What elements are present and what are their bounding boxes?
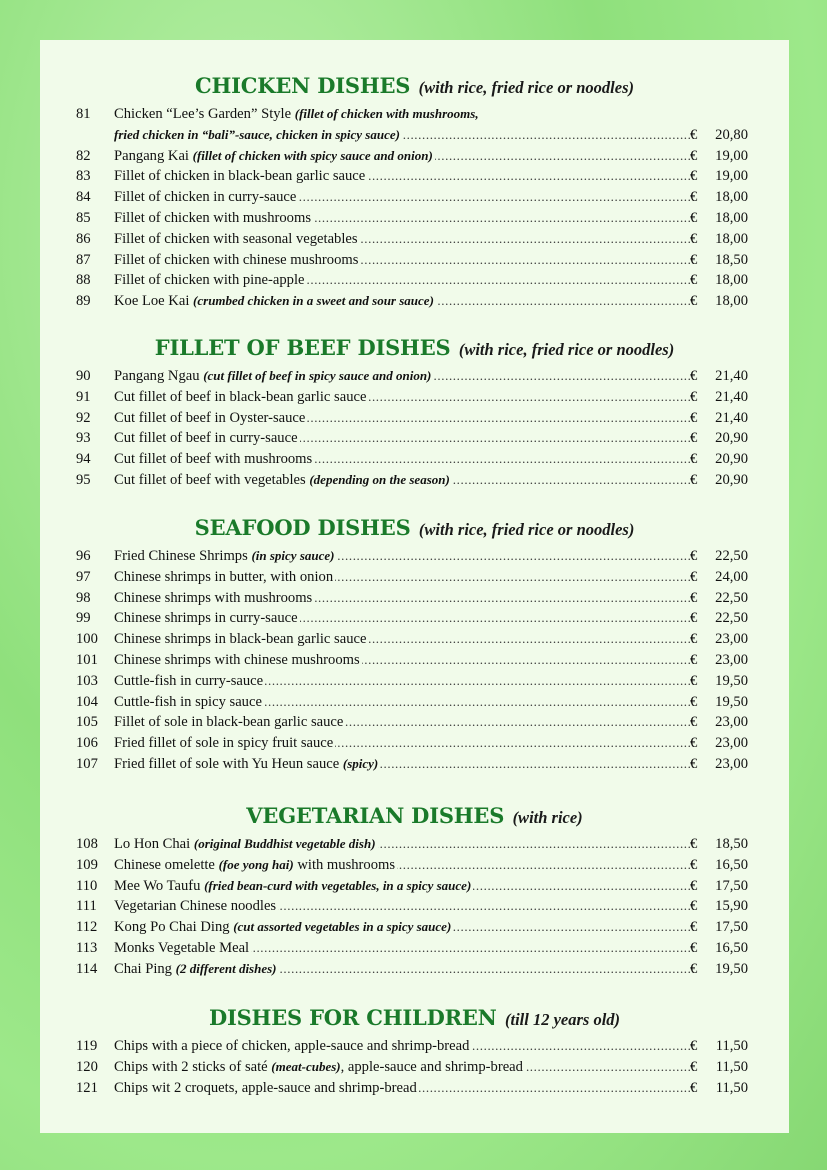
menu-item [40,166,789,187]
item-number: 119 [76,1038,98,1054]
item-name: Chips wit 2 croquets, apple-sauce and shrimp-bread [114,1079,417,1096]
item-price: 15,90 [715,898,748,915]
item-price: 23,00 [715,735,748,752]
item-price: 19,50 [715,672,748,689]
item-price: 18,00 [715,272,748,289]
menu-item [40,449,789,470]
item-number: 106 [76,735,98,752]
item-number: 83 [76,168,91,185]
menu-item [40,408,789,429]
item-price: 18,00 [715,189,748,206]
menu-item [40,146,789,167]
item-number: 111 [76,898,97,915]
menu-item [40,876,789,897]
item-price: 18,50 [715,836,748,852]
item-price: 20,90 [715,430,748,447]
menu-item [40,1036,789,1057]
item-price: 11,50 [715,1038,748,1054]
item-number: 104 [76,693,98,710]
item-name: Chinese shrimps in curry-sauce [114,610,298,627]
item-number: 91 [76,388,91,405]
menu-item-cont [40,125,789,146]
item-name: Mee Wo Taufu [114,877,201,894]
section-title-sub: (till 12 years old) [505,1010,621,1029]
item-currency: € [690,652,698,668]
item-currency: € [690,293,698,310]
item-currency: € [690,693,698,710]
item-name: Pangang Kai [114,147,189,164]
menu-item [40,917,789,938]
item-note: (foe yong hai) [218,856,294,872]
section-title-main: SEAFOOD DISHES [194,515,411,540]
menu-item [40,896,789,917]
item-currency: € [690,230,698,247]
menu-item [40,712,789,733]
menu-item [40,366,789,387]
menu-item [40,834,789,855]
item-name: Pangang Ngau [114,368,200,384]
item-number: 95 [76,472,91,488]
section-title-sub: (with rice, fried rice or noodles) [418,520,635,539]
section-title [40,512,789,542]
item-currency: € [690,672,698,689]
item-price: 21,40 [715,368,748,384]
section-title-main: FILLET OF BEEF DISHES [154,335,451,360]
item-number: 105 [76,714,98,731]
item-name: Cuttle-fish in spicy sauce [114,693,262,710]
item-price: 22,50 [715,610,748,627]
item-price: 16,50 [715,856,748,873]
item-currency: € [690,272,698,289]
item-number: 110 [76,877,98,894]
menu-item [40,692,789,713]
item-note: (in spicy sauce) [251,548,335,563]
item-price: 19,00 [715,168,748,185]
section-vegetarian [40,800,789,977]
section-seafood [40,512,789,772]
menu-item [40,291,789,312]
item-price: 23,00 [715,714,748,731]
item-note: (fried bean-curd with vegetables, in a spicy sauce) [204,877,472,893]
item-currency: € [690,568,698,585]
item-price: 21,40 [715,409,748,426]
menu-item [40,104,789,125]
item-price: 20,80 [715,126,748,143]
item-name-cont: , apple-sauce and shrimp-bread [340,1058,523,1075]
item-name: Chai Ping [114,960,172,977]
item-currency: € [690,147,698,164]
section-title-main: VEGETARIAN DISHES [246,803,505,828]
item-name: Fillet of chicken with chinese mushrooms [114,251,359,268]
menu-item [40,546,789,567]
item-name: Chinese shrimps in butter, with onion [114,568,334,585]
item-number: 99 [76,610,91,627]
item-number: 81 [76,106,91,122]
item-number: 101 [76,652,98,668]
item-price: 20,90 [715,472,748,488]
section-title [40,800,789,830]
item-name-line1: Chicken “Lee’s Garden” Style (fillet of chicken with mushrooms, [114,106,479,122]
section-title-sub: (with rice) [512,808,583,827]
item-currency: € [690,409,698,426]
item-note: (2 different dishes) [175,960,277,976]
section-beef [40,332,789,488]
item-currency: € [690,430,698,447]
item-name: Chinese omelette [114,856,215,873]
item-number: 93 [76,430,91,447]
item-number: 120 [76,1058,98,1075]
item-currency: € [690,251,698,268]
item-currency: € [690,735,698,752]
section-title-sub: (with rice, fried rice or noodles) [418,78,635,97]
item-note: (original Buddhist vegetable dish) [193,836,376,851]
item-number: 94 [76,451,91,468]
menu-item [40,250,789,271]
item-price: 18,50 [715,251,748,268]
section-children [40,1002,789,1096]
menu-item [40,208,789,229]
item-price: 19,50 [715,960,748,977]
menu-item [40,1057,789,1078]
item-name: Fillet of chicken in curry-sauce [114,189,297,206]
menu-item [40,270,789,291]
item-name: Fried fillet of sole in spicy fruit sauce [114,735,334,752]
item-name: Chips with 2 sticks of saté [114,1058,268,1075]
section-title [40,1002,789,1032]
item-note: (meat-cubes) [271,1058,341,1074]
item-currency: € [690,1058,698,1075]
item-name: Cut fillet of beef in black-bean garlic sauce [114,388,367,405]
item-name: Fillet of chicken with mushrooms [114,210,311,226]
item-name: Cut fillet of beef with vegetables [114,472,306,488]
item-number: 108 [76,836,98,852]
item-number: 103 [76,672,98,689]
item-number: 92 [76,409,91,426]
section-title-main: CHICKEN DISHES [194,73,411,98]
item-number: 107 [76,756,98,772]
item-price: 22,50 [715,548,748,564]
item-name: Chinese shrimps in black-bean garlic sauce [114,631,367,648]
item-currency: € [690,189,698,206]
item-price: 20,90 [715,451,748,468]
item-number: 86 [76,230,91,247]
item-number: 88 [76,272,91,289]
item-price: 18,00 [715,293,748,310]
menu-item [40,187,789,208]
item-note: (cut assorted vegetables in a spicy sauce) [233,919,452,935]
item-number: 90 [76,368,91,384]
item-price: 24,00 [715,568,748,585]
item-name: Cut fillet of beef with mushrooms [114,451,313,468]
section-title-main: DISHES FOR CHILDREN [208,1005,497,1030]
item-number: 85 [76,210,91,226]
menu-item [40,938,789,959]
item-name: Koe Loe Kai [114,293,190,310]
item-currency: € [690,877,698,894]
item-name: Fillet of sole in black-bean garlic sauce [114,714,344,731]
section-title-sub: (with rice, fried rice or noodles) [458,340,675,359]
item-name: Cut fillet of beef in Oyster-sauce [114,409,306,426]
menu-item [40,650,789,671]
item-currency: € [690,548,698,564]
item-number: 97 [76,568,91,585]
item-currency: € [690,960,698,977]
item-currency: € [690,589,698,606]
item-price: 21,40 [715,388,748,405]
item-price: 23,00 [715,631,748,648]
menu-item [40,855,789,876]
item-price: 16,50 [715,940,748,956]
section-chicken [40,70,789,310]
item-number: 114 [76,960,98,977]
menu-item [40,671,789,692]
item-price: 17,50 [715,877,748,894]
item-currency: € [690,451,698,468]
item-currency: € [690,919,698,936]
item-currency: € [690,631,698,648]
menu-item [40,567,789,588]
item-name: Fillet of chicken with seasonal vegetables [114,230,358,247]
item-price: 19,00 [715,147,748,164]
menu-item [40,1078,789,1099]
item-price: 18,00 [715,210,748,226]
menu-item [40,629,789,650]
item-currency: € [690,368,698,384]
item-name: Cuttle-fish in curry-sauce [114,672,264,689]
item-number: 89 [76,293,91,310]
item-name-cont: with mushrooms [297,856,396,873]
item-price: 11,50 [715,1079,748,1096]
item-number: 84 [76,189,91,206]
item-note: (fillet of chicken with spicy sauce and onion) [192,147,433,163]
item-currency: € [690,940,698,956]
item-price: 23,00 [715,652,748,668]
item-price: 23,00 [715,756,748,772]
item-name: Chinese shrimps with mushrooms [114,589,313,606]
item-currency: € [690,1038,698,1054]
item-name: Kong Po Chai Ding [114,919,230,936]
item-number: 100 [76,631,98,648]
item-name: Fillet of chicken in black-bean garlic sauce [114,168,366,185]
item-currency: € [690,856,698,873]
menu-panel [40,40,789,1133]
item-currency: € [690,1079,698,1096]
item-name: Chips with a piece of chicken, apple-sauce and shrimp-bread [114,1038,470,1054]
item-number: 96 [76,548,91,564]
item-note: (crumbed chicken in a sweet and sour sauce) [193,293,434,309]
section-title [40,332,789,362]
item-note: (spicy) [342,756,379,771]
item-name: Monks Vegetable Meal [114,940,250,956]
menu-item [40,387,789,408]
item-note: fried chicken in “bali”-sauce, chicken in spicy sauce) [114,126,400,142]
item-currency: € [690,836,698,852]
menu-item [40,959,789,980]
item-name: Cut fillet of beef in curry-sauce [114,430,298,447]
menu-item [40,428,789,449]
section-title [40,70,789,100]
item-currency: € [690,898,698,915]
item-number: 121 [76,1079,98,1096]
item-name: Fried Chinese Shrimps [114,548,248,564]
item-number: 109 [76,856,98,873]
item-currency: € [690,126,698,143]
item-price: 19,50 [715,693,748,710]
menu-item [40,754,789,775]
item-number: 98 [76,589,91,606]
item-currency: € [690,168,698,185]
menu-item [40,588,789,609]
item-name: Fried fillet of sole with Yu Heun sauce [114,756,340,772]
item-number: 82 [76,147,91,164]
item-currency: € [690,210,698,226]
menu-item [40,470,789,491]
item-price: 18,00 [715,230,748,247]
menu-item [40,733,789,754]
item-number: 113 [76,940,98,956]
item-name: Chinese shrimps with chinese mushrooms [114,652,360,668]
item-name: Fillet of chicken with pine-apple [114,272,305,289]
item-number: 87 [76,251,91,268]
item-currency: € [690,756,698,772]
item-price: 22,50 [715,589,748,606]
menu-item [40,229,789,250]
item-price: 11,50 [715,1058,748,1075]
item-currency: € [690,610,698,627]
item-name: Vegetarian Chinese noodles [114,898,277,915]
menu-item [40,608,789,629]
item-price: 17,50 [715,919,748,936]
item-currency: € [690,714,698,731]
item-currency: € [690,388,698,405]
item-name: Lo Hon Chai [114,836,191,852]
item-note: (depending on the season) [309,472,450,487]
item-number: 112 [76,919,98,936]
item-note: (cut fillet of beef in spicy sauce and onion) [203,368,432,383]
item-currency: € [690,472,698,488]
